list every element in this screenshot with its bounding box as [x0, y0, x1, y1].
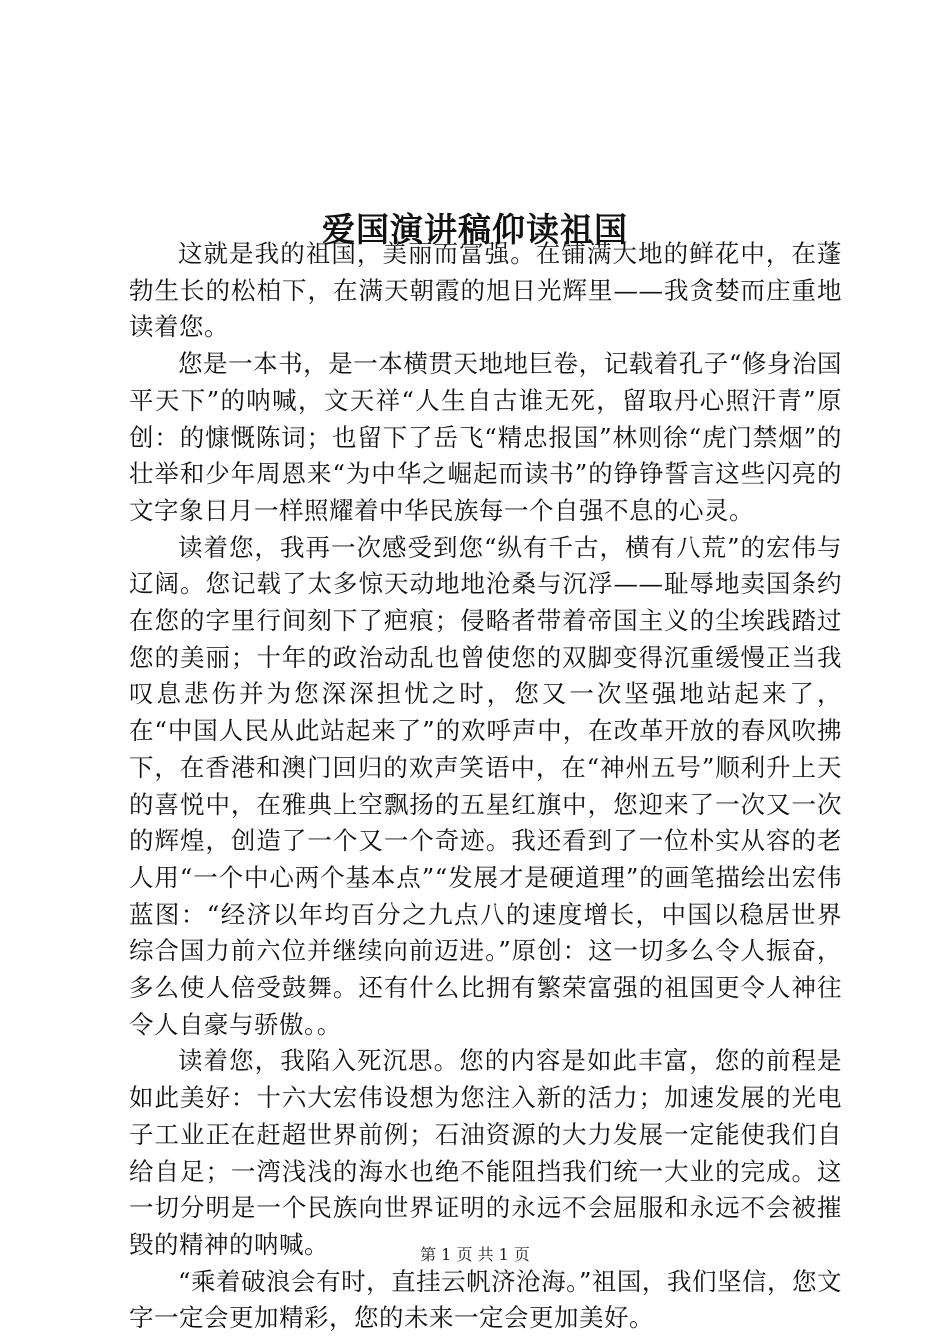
paragraph-4: 读着您，我陷入死沉思。您的内容是如此丰富，您的前程是如此美好：十六大宏伟设想为您注入新的活力；加速发展的光电子工业正在赶超世界前例；石油资源的大力发展一定能使我们自给自足；一湾浅浅的海水也绝不能阻挡我们统一大业的完成。这一切分明是一个民族向世界证明的永远不会屈服和永远不会被摧毁的精神的呐喊。 [129, 1046, 842, 1259]
paragraph-3: 读着您，我再一次感受到您“纵有千古，横有八荒”的宏伟与辽阔。您记载了太多惊天动地地沧桑与沉浮——耻辱地卖国条约在您的字里行间刻下了疤痕；侵略者带着帝国主义的尘埃践踏过您的美丽；十年的政治动乱也曾使您的双脚变得沉重缓慢正当我叹息悲伤并为您深深担忧之时，您又一次坚强地站起来了，在“中国人民从此站起来了”的欢呼声中，在改革开放的春风吹拂下，在香港和澳门回归的欢声笑语中，在“神州五号”顺利升上天的喜悦中，在雅典上空飘扬的五星红旗中，您迎来了一次又一次的辉煌，创造了一个又一个奇迹。我还看到了一位朴实从容的老人用“一个中心两个基本点”“发展才是硬道理”的画笔描绘出宏伟蓝图：“经济以年均百分之九点八的速度增长，中国以稳居世界综合国力前六位并继续向前迈进。”原创：这一切多么令人振奋，多么使人倍受鼓舞。还有什么比拥有繁荣富强的祖国更令人神往令人自豪与骄傲。。 [129, 532, 842, 1039]
document-body [129, 236, 842, 1337]
paragraph-2: 您是一本书，是一本横贯天地地巨卷，记载着孔子“修身治国平天下”的呐喊，文天祥“人生自古谁无死，留取丹心照汗青”原创：的慷慨陈词；也留下了岳飞“精忠报国”林则徐“虎门禁烟”的壮举和少年周恩来“为中华之崛起而读书”的铮铮誓言这些闪亮的文字象日月一样照耀着中华民族每一个自强不息的心灵。 [129, 349, 842, 525]
page-footer: 第 1 页 共 1 页 [420, 1245, 530, 1264]
document-title: 爱国演讲稿仰读祖国 [322, 210, 628, 250]
paragraph-5: “乘着破浪会有时，直挂云帆济沧海。”祖国，我们坚信，您文字一定会更加精彩，您的未来一定会更加美好。 [129, 1266, 842, 1333]
paragraph-1: 这就是我的祖国，美丽而富强。在铺满大地的鲜花中，在蓬勃生长的松柏下，在满天朝霞的旭日光辉里——我贪婪而庄重地读着您。 [129, 239, 842, 342]
